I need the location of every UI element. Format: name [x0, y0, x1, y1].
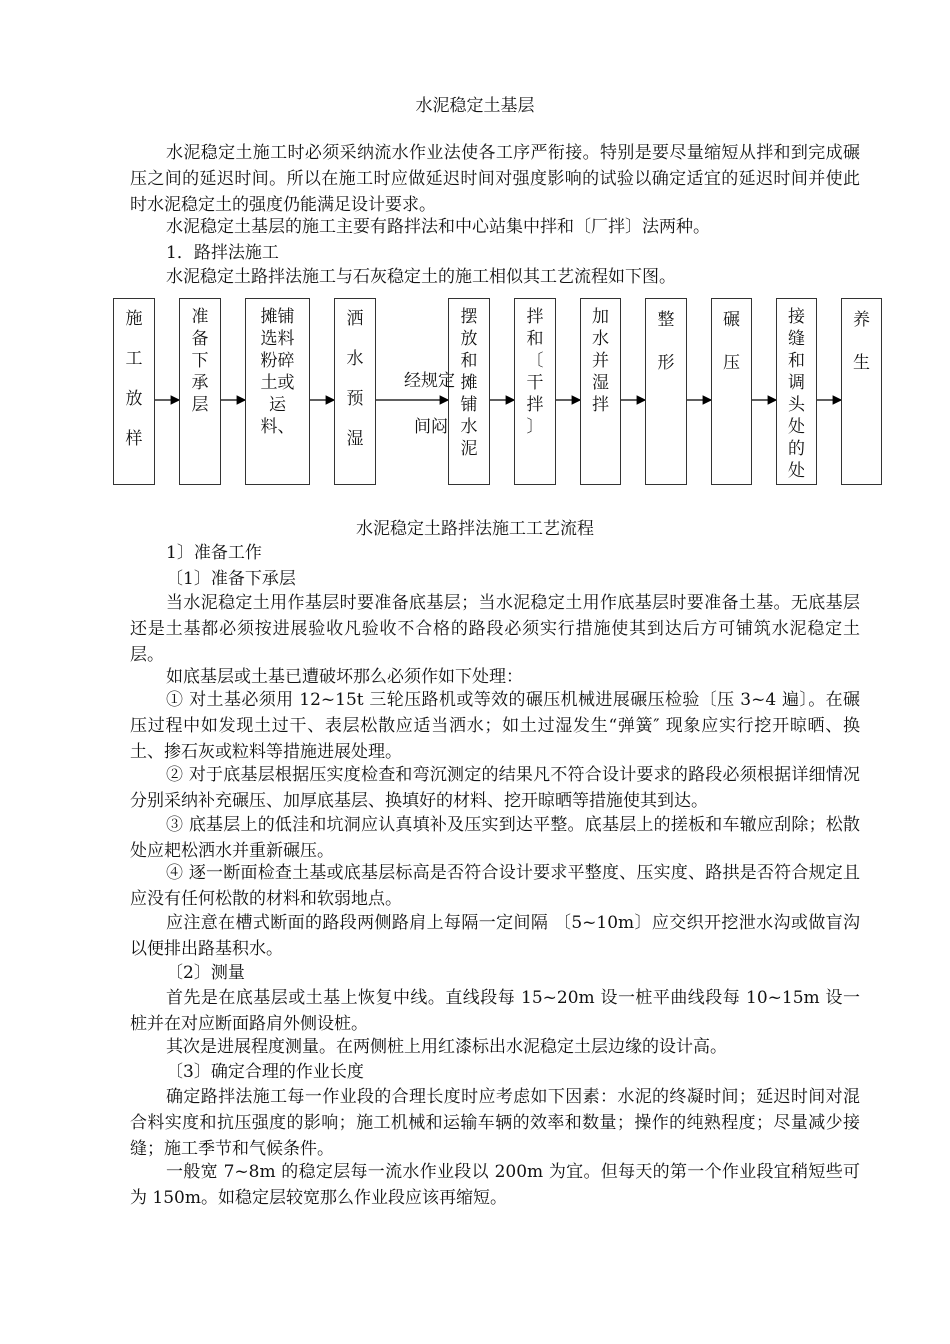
intro-paragraph-1: 水泥稳定土施工时必须采纳流水作业法使各工序严衔接。特别是要尽量缩短从拌和到完成碾压之间的延迟时间。所以在施工时应做延迟时间对强度影响的试验以确定适宜的延迟时间并使此时水泥稳定土的强度仍能满足设计要求。 — [130, 143, 860, 215]
flow-box-spread-cement: 摆 放 和 摊 铺 水 泥 — [448, 298, 490, 485]
flow-box-layout-staking: 施 工 放 样 — [113, 298, 155, 485]
document-title: 水泥稳定土基层 — [415, 96, 535, 116]
body-paragraph-2: 如底基层或土基已遭破坏那么必须作如下处理： — [166, 667, 523, 687]
body-paragraph-3: 应注意在槽式断面的路段两侧路肩上每隔一定间隔 〔5~10m〕应交织开挖泄水沟或做盲沟以便排出路基积水。 — [130, 913, 860, 959]
intro-paragraph-2: 水泥稳定土基层的施工主要有路拌法和中心站集中拌和〔厂拌〕法两种。 — [166, 217, 710, 237]
intro-paragraph-3: 水泥稳定土路拌法施工与石灰稳定土的施工相似其工艺流程如下图。 — [166, 267, 676, 287]
flow-box-joint-treatment: 接 缝 和 调 头 处 的 处 — [776, 298, 817, 485]
body-item-1: ① 对土基必须用 12~15t 三轮压路机或等效的碾压机械进展碾压检验〔压 3~4 遍〕。在碾压过程中如发现土过干、表层松散应适当洒水；如土过湿发生“弹簧″ 现象应实行挖开晾晒、换土、掺石灰或粒料等措施进展处理。 — [130, 690, 860, 762]
heading-preparation: 1〕准备工作 — [166, 543, 262, 563]
body-paragraph-6: 确定路拌法施工每一作业段的合理长度时应考虑如下因素：水泥的终凝时间；延迟时间对混合料实度和抗压强度的影响；施工机械和运输车辆的效率和数量；操作的纯熟程度；尽量减少接缝；施工季节和气候条件。 — [130, 1087, 860, 1159]
flow-box-wet-mixing: 加 水 并 湿 拌 — [580, 298, 621, 485]
flow-box-prepare-sublayer: 准 备 下 承 层 — [179, 298, 221, 485]
flow-box-curing: 养 生 — [841, 298, 882, 485]
heading-work-length: 〔3〕确定合理的作业长度 — [166, 1062, 364, 1082]
flow-side-note-2: 间闷 — [414, 417, 448, 437]
heading-survey: 〔2〕测量 — [166, 963, 245, 983]
flow-box-shaping: 整 形 — [645, 298, 687, 485]
body-item-4: ④ 逐一断面检查土基或底基层标高是否符合设计要求平整度、压实度、路拱是否符合规定且应没有任何松散的材料和软弱地点。 — [130, 863, 860, 909]
flow-side-note-1: 经规定 — [404, 371, 455, 391]
body-paragraph-1: 当水泥稳定土用作基层时要准备底基层；当水泥稳定土用作底基层时要准备土基。无底基层还是土基都必须按进展验收凡验收不合格的路段必须实行措施使其到达后方可铺筑水泥稳定土层。 — [130, 593, 860, 665]
section-heading-road-mix: 1．路拌法施工 — [166, 243, 279, 263]
body-item-3: ③ 底基层上的低洼和坑洞应认真填补及压实到达平整。底基层上的搓板和车辙应刮除；松散处应耙松洒水并重新碾压。 — [130, 815, 860, 861]
body-paragraph-7: 一般宽 7~8m 的稳定层每一流水作业段以 200m 为宜。但每天的第一个作业段宜稍短些可为 150m。如稳定层较宽那么作业段应该再缩短。 — [130, 1162, 860, 1208]
body-paragraph-4: 首先是在底基层或土基上恢复中线。直线段每 15~20m 设一桩平曲线段每 10~15m 设一桩并在对应断面路肩外侧设桩。 — [130, 988, 860, 1034]
flow-box-dry-mixing: 拌 和 〔 干 拌 〕 — [514, 298, 556, 485]
flow-box-spread-material: 摊铺 选料 粉碎 土或 运 料、 — [245, 298, 310, 485]
process-flowchart — [0, 298, 950, 493]
flowchart-caption: 水泥稳定土路拌法施工工艺流程 — [356, 519, 594, 539]
flow-box-compaction: 碾 压 — [711, 298, 752, 485]
flow-box-pre-wetting: 洒 水 预 湿 — [334, 298, 376, 485]
body-paragraph-5: 其次是进展程度测量。在两侧桩上用红漆标出水泥稳定土层边缘的设计高。 — [166, 1037, 727, 1057]
body-item-2: ② 对于底基层根据压实度检查和弯沉测定的结果凡不符合设计要求的路段必须根据详细情况分别采纳补充碾压、加厚底基层、换填好的材料、挖开晾晒等措施使其到达。 — [130, 765, 860, 811]
heading-prepare-sublayer: 〔1〕准备下承层 — [166, 569, 296, 589]
